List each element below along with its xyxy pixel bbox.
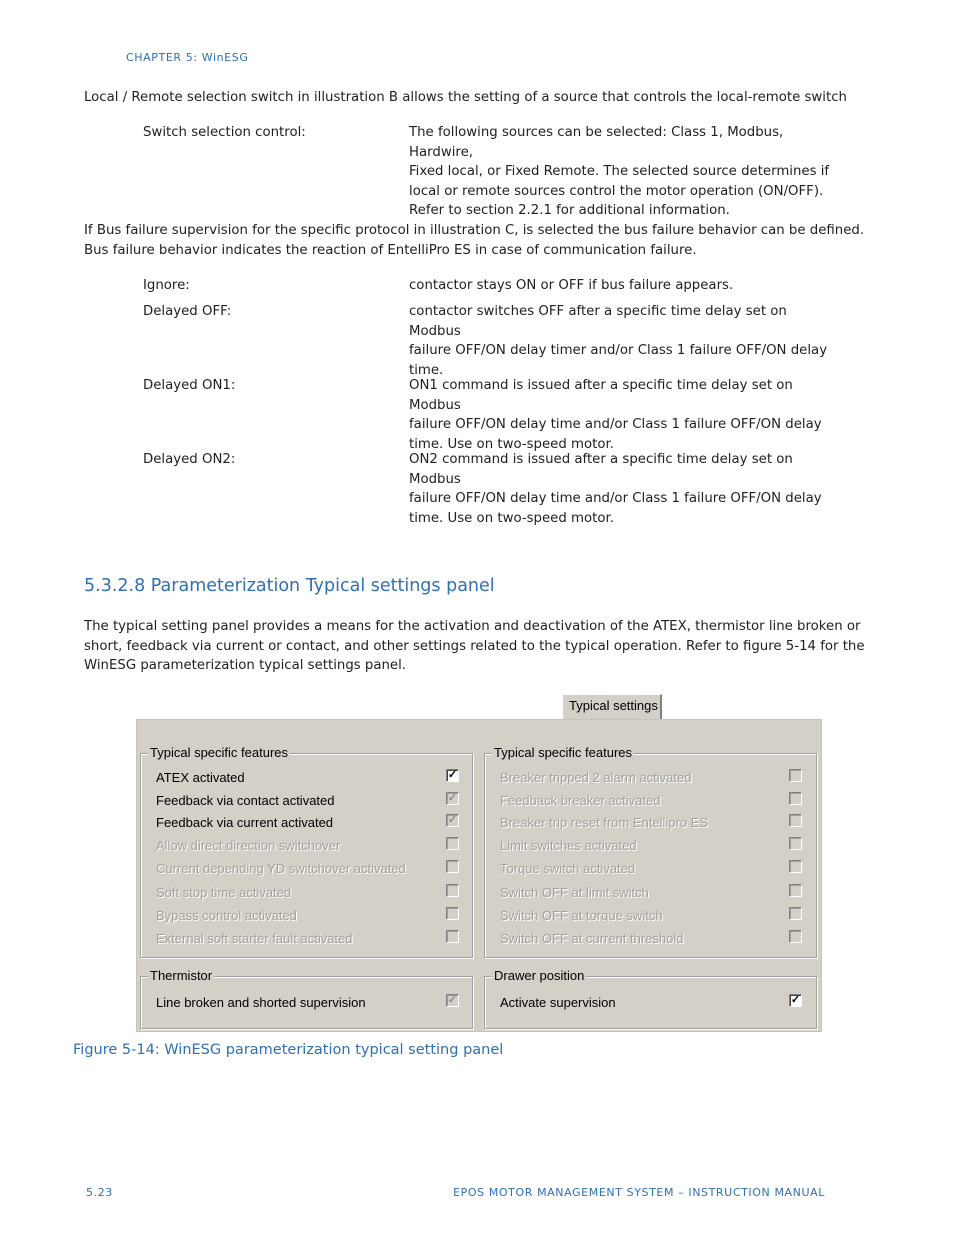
switch-off-torque-checkbox[interactable] [789, 907, 802, 920]
limit-switches-checkbox[interactable] [789, 837, 802, 850]
feedback-current-label: Feedback via current activated [156, 815, 334, 830]
activate-supervision-label: Activate supervision [500, 995, 616, 1010]
thermistor-group-title: Thermistor [150, 968, 213, 983]
switch-off-limit-label: Switch OFF at limit switch [500, 885, 649, 900]
feedback-breaker-checkbox[interactable] [789, 792, 802, 805]
breaker-trip-reset-label: Breaker trip reset from Entellipro ES [500, 815, 709, 830]
soft-starter-fault-label: External soft starter fault activated [156, 931, 353, 946]
limit-switches-label: Limit switches activated [500, 838, 637, 853]
feedback-breaker-label: Feedback breaker activated [500, 793, 661, 808]
section-paragraph: The typical setting panel provides a means for the activation and deactivation of the ATEX, thermistor line broken or short, feedback via current or contact, and other settings related to the typical operation. Refer to figure 5-14 for the WinESG parameterization typical settings panel. [84, 619, 865, 674]
direct-switchover-label: Allow direct direction switchover [156, 838, 341, 853]
direct-switchover-checkbox[interactable] [446, 837, 459, 850]
left-group-title: Typical specific features [150, 745, 289, 760]
line-broken-label: Line broken and shorted supervision [156, 995, 366, 1010]
definition-description-ignore: contactor stays ON or OFF if bus failure appears. [409, 278, 734, 293]
right-group-title: Typical specific features [494, 745, 633, 760]
definition-term-delayed-on2: Delayed ON2: [143, 452, 236, 467]
soft-stop-label: Soft stop time activated [156, 885, 292, 900]
torque-switch-label: Torque switch activated [500, 861, 636, 876]
definition-term-delayed-on1: Delayed ON1: [143, 378, 236, 393]
definition-term: Switch selection control: [143, 125, 306, 140]
activate-supervision-checkbox[interactable]: ✓ [790, 994, 801, 1006]
typical-settings-screenshot [136, 694, 822, 1032]
soft-stop-checkbox[interactable] [446, 884, 459, 897]
definition-description-delayed-on1: ON1 command is issued after a specific time delay set on Modbus failure OFF/ON delay time and/or Class 1 failure OFF/ON delay time. Use on two-speed motor. [409, 378, 822, 452]
line-broken-checkbox[interactable]: ✓ [447, 994, 458, 1006]
soft-starter-fault-checkbox[interactable] [446, 930, 459, 943]
definition-term-ignore: Ignore: [143, 278, 190, 293]
breaker-tripped-label: Breaker tripped 2 alarm activated [500, 770, 692, 785]
bus-failure-paragraph: If Bus failure supervision for the specific protocol in illustration C, is selected the bus failure behavior can be defined. Bus failure behavior indicates the reaction of EntelliPro ES in case of communication failure. [84, 223, 865, 258]
page-number: 5.23 [86, 1186, 113, 1199]
switch-off-torque-label: Switch OFF at torque switch [500, 908, 663, 923]
switch-off-limit-checkbox[interactable] [789, 884, 802, 897]
torque-switch-checkbox[interactable] [789, 860, 802, 873]
bypass-control-label: Bypass control activated [156, 908, 297, 923]
settings-panel [136, 719, 822, 1032]
breaker-tripped-checkbox[interactable] [789, 769, 802, 782]
drawer-group-title: Drawer position [494, 968, 585, 983]
tab-typical-settings[interactable]: Typical settings [562, 694, 662, 720]
atex-checkbox[interactable]: ✓ [447, 769, 458, 781]
figure-caption: Figure 5-14: WinESG parameterization typical setting panel [73, 1042, 504, 1058]
breaker-trip-reset-checkbox[interactable] [789, 814, 802, 827]
switch-off-current-checkbox[interactable] [789, 930, 802, 943]
chapter-header: CHAPTER 5: WinESG [126, 51, 249, 64]
feedback-current-checkbox[interactable]: ✓ [447, 814, 458, 826]
bypass-control-checkbox[interactable] [446, 907, 459, 920]
footer-title: EPOS MOTOR MANAGEMENT SYSTEM – INSTRUCTION MANUAL [453, 1186, 825, 1199]
yd-switchover-checkbox[interactable] [446, 860, 459, 873]
definition-description-delayed-off: contactor switches OFF after a specific time delay set on Modbus failure OFF/ON delay timer and/or Class 1 failure OFF/ON delay time. [409, 304, 828, 378]
switch-off-current-label: Switch OFF at current threshold [500, 931, 684, 946]
definition-term-delayed-off: Delayed OFF: [143, 304, 232, 319]
definition-description: The following sources can be selected: Class 1, Modbus, Hardwire, Fixed local, or Fixed Remote. The selected source determines if local or remote sources control the motor operation (ON/OFF). Refer to section 2.2.1 for additional information. [409, 125, 830, 219]
intro-paragraph: Local / Remote selection switch in illustration B allows the setting of a source that controls the local-remote switch [84, 90, 847, 105]
section-title: 5.3.2.8 Parameterization Typical settings panel [84, 576, 495, 596]
feedback-contact-label: Feedback via contact activated [156, 793, 335, 808]
definition-description-delayed-on2: ON2 command is issued after a specific time delay set on Modbus failure OFF/ON delay time and/or Class 1 failure OFF/ON delay time. Use on two-speed motor. [409, 452, 822, 526]
yd-switchover-label: Current depending YD switchover activated [156, 861, 406, 876]
feedback-contact-checkbox[interactable]: ✓ [447, 792, 458, 804]
atex-label: ATEX activated [156, 770, 245, 785]
